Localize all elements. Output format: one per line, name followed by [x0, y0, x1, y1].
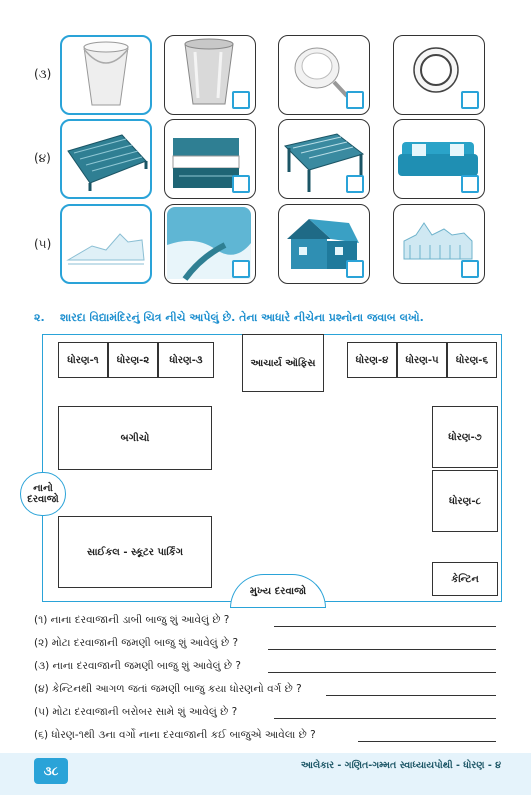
question-item: (૧) નાના દરવાજાની ડાબી બાજુ શું આવેલું છે ?	[34, 614, 230, 626]
principal-office: આચાર્ય ઑફિસ	[242, 334, 324, 392]
answer-checkbox[interactable]	[461, 260, 479, 278]
room-std-8: ધોરણ-૮	[432, 470, 498, 532]
room-std-4: ધોરણ-૪	[347, 342, 397, 378]
room-std-5: ધોરણ-૫	[397, 342, 447, 378]
row-label-5: (૫)	[34, 237, 52, 251]
house-picture[interactable]	[278, 204, 370, 284]
answer-checkbox[interactable]	[232, 175, 250, 193]
answer-checkbox[interactable]	[461, 91, 479, 109]
full-bucket-picture[interactable]	[164, 35, 256, 115]
answer-checkbox[interactable]	[461, 175, 479, 193]
room-std-3: ધોરણ-૩	[158, 342, 214, 378]
room-std-1: ધોરણ-૧	[58, 342, 108, 378]
palace-picture[interactable]	[393, 204, 485, 284]
small-gate: નાનો દરવાજો	[20, 472, 66, 516]
answer-line[interactable]	[326, 695, 496, 696]
question-item: (૫) મોટા દરવાજાની બરોબર સામે શું આવેલું છે ?	[34, 706, 238, 718]
bed-picture[interactable]	[164, 119, 256, 199]
answer-checkbox[interactable]	[232, 91, 250, 109]
answer-checkbox[interactable]	[346, 175, 364, 193]
room-std-2: ધોરણ-૨	[108, 342, 158, 378]
question-item: (૨) મોટા દરવાજાની જમણી બાજુ શું આવેલું છે ?	[34, 637, 239, 649]
question-text: શારદા વિદ્યામંદિરનું ચિત્ર નીચે આપેલું છે. તેના આધારે નીચેના પ્રશ્નોના જવાબ લખો.	[60, 311, 424, 324]
answer-checkbox[interactable]	[346, 260, 364, 278]
empty-bucket-picture[interactable]	[60, 35, 152, 115]
question-item: (૩) નાના દરવાજાની જમણી બાજુ શું આવેલું છે ?	[34, 660, 241, 672]
row-label-4: (૪)	[34, 151, 51, 165]
plate-picture[interactable]	[393, 35, 485, 115]
answer-line[interactable]	[358, 741, 496, 742]
canteen: કેન્ટિન	[432, 562, 498, 596]
cycle-scooter-parking: સાઈકલ - સ્કૂટર પાર્કિંગ	[58, 516, 212, 588]
bucket-icon	[62, 37, 150, 113]
garden: બગીચો	[58, 406, 212, 470]
room-std-6: ધોરણ-૬	[447, 342, 497, 378]
answer-checkbox[interactable]	[232, 260, 250, 278]
temple-icon	[62, 206, 150, 282]
answer-checkbox[interactable]	[346, 91, 364, 109]
question-number: ૨.	[34, 311, 45, 324]
cup-picture[interactable]	[278, 35, 370, 115]
temple-sketch-picture[interactable]	[60, 204, 152, 284]
charpai-picture[interactable]	[278, 119, 370, 199]
page-number: ૩૮	[34, 758, 68, 784]
question-item: (૬) ધોરણ-૧થી ૩ના વર્ગો નાના દરવાજાની કઈ બાજુએ આવેલા છે ?	[34, 729, 316, 741]
sofa-picture[interactable]	[393, 119, 485, 199]
answer-line[interactable]	[268, 649, 496, 650]
book-title: આલેકાર - ગણિત-ગમ્મત સ્વાધ્યાયપોથી - ધોરણ - ૪	[300, 760, 501, 771]
cot-icon	[62, 121, 150, 197]
answer-line[interactable]	[274, 626, 496, 627]
question-item: (૪) કેન્ટિનથી આગળ જતાં જમણી બાજુ કયા ધોરણનો વર્ગ છે ?	[34, 683, 302, 695]
row-label-3: (૩)	[34, 67, 52, 81]
answer-line[interactable]	[274, 718, 496, 719]
river-landscape-picture[interactable]	[164, 204, 256, 284]
cot-picture[interactable]	[60, 119, 152, 199]
main-gate: મુખ્ય દરવાજો	[230, 574, 326, 608]
room-std-7: ધોરણ-૭	[432, 406, 498, 468]
answer-line[interactable]	[268, 672, 496, 673]
